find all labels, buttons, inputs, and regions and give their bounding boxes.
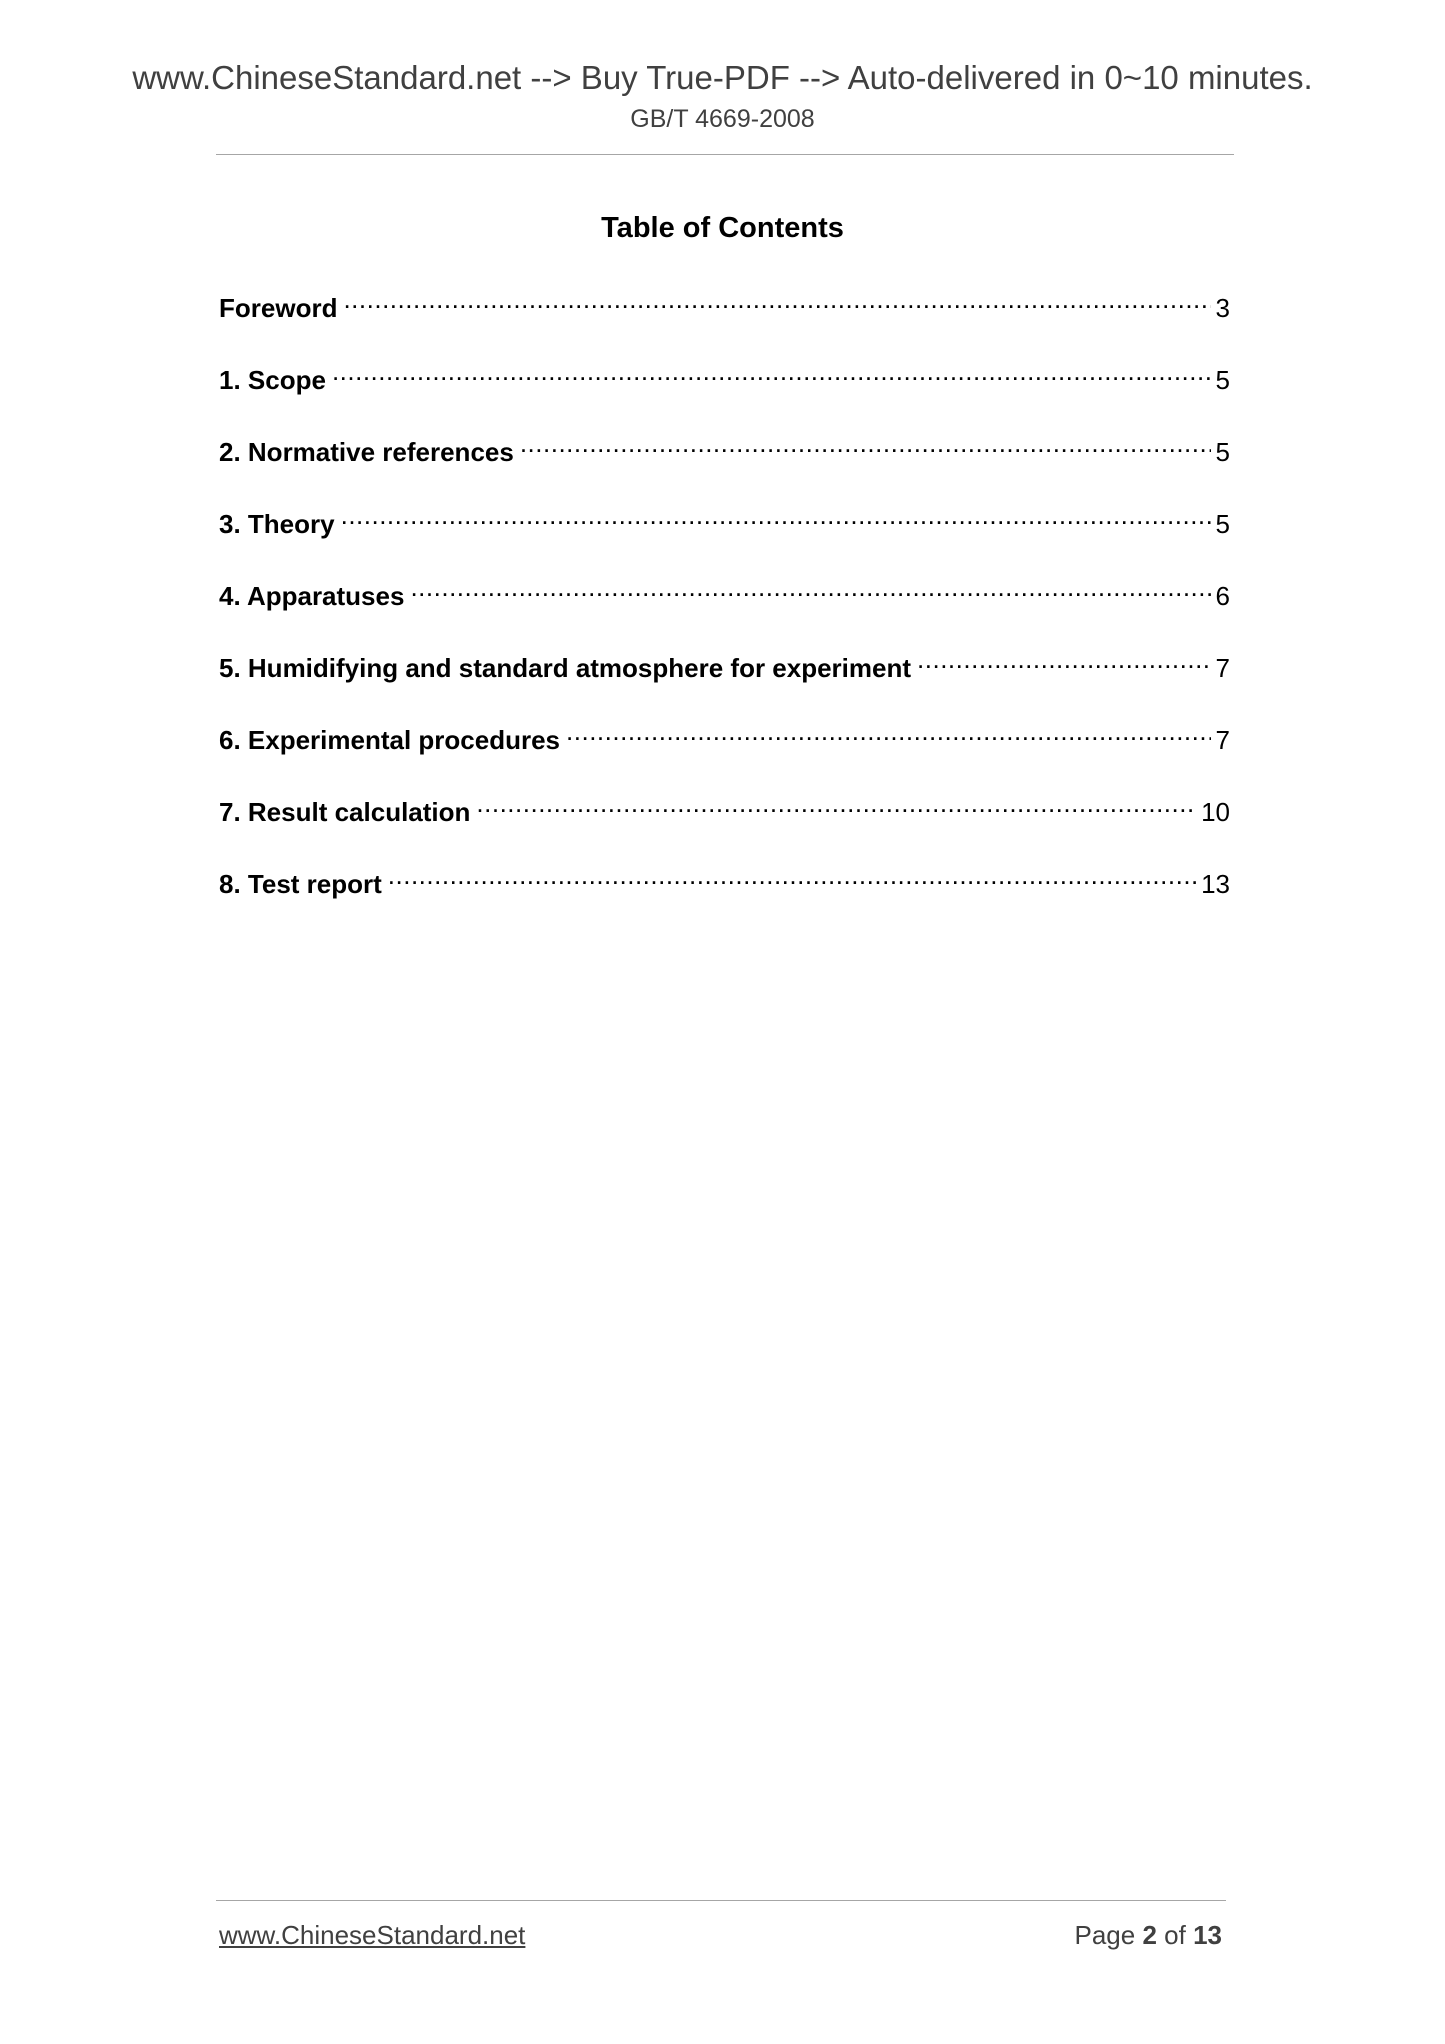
toc-entry-page: 6 xyxy=(1215,581,1230,611)
toc-entry-label: 4. Apparatuses xyxy=(219,581,405,611)
footer-divider xyxy=(216,1900,1226,1901)
toc-entry-page: 5 xyxy=(1215,437,1230,467)
toc-dot-leader xyxy=(917,641,1211,677)
page-prefix: Page xyxy=(1074,1920,1136,1950)
toc-entry-page: 5 xyxy=(1215,509,1230,539)
header-divider xyxy=(216,154,1234,155)
toc-entry-scope[interactable] xyxy=(219,353,1230,425)
toc-entry-label: 5. Humidifying and standard atmosphere for experiment xyxy=(219,653,912,683)
toc-entry-label: 2. Normative references xyxy=(219,437,514,467)
toc-entry-humidifying[interactable] xyxy=(219,641,1230,713)
page-title: Table of Contents xyxy=(601,212,844,244)
toc-entry-label: Foreword xyxy=(219,293,338,323)
page-of: of xyxy=(1164,1920,1186,1950)
toc-entry-page: 13 xyxy=(1201,869,1230,899)
toc-entry-page: 3 xyxy=(1215,293,1230,323)
toc-entry-theory[interactable] xyxy=(219,497,1230,569)
toc-list xyxy=(219,281,1230,929)
page-indicator xyxy=(1074,1919,1222,1951)
toc-entry-result-calculation[interactable] xyxy=(219,785,1230,857)
toc-dot-leader xyxy=(520,425,1211,461)
toc-entry-test-report[interactable] xyxy=(219,857,1230,929)
toc-entry-experimental-procedures[interactable] xyxy=(219,713,1230,785)
toc-dot-leader xyxy=(476,785,1196,821)
standard-number: GB/T 4669-2008 xyxy=(630,105,815,133)
footer-site-link[interactable]: www.ChineseStandard.net xyxy=(219,1920,526,1950)
toc-entry-label: 7. Result calculation xyxy=(219,797,471,827)
toc-dot-leader xyxy=(388,857,1196,893)
total-pages-number: 13 xyxy=(1193,1920,1222,1950)
toc-entry-label: 8. Test report xyxy=(219,869,382,899)
toc-entry-page: 10 xyxy=(1201,797,1230,827)
toc-entry-apparatuses[interactable] xyxy=(219,569,1230,641)
toc-dot-leader xyxy=(332,353,1211,389)
toc-dot-leader xyxy=(410,569,1210,605)
toc-entry-label: 6. Experimental procedures xyxy=(219,725,561,755)
toc-entry-normative-references[interactable] xyxy=(219,425,1230,497)
toc-dot-leader xyxy=(341,497,1211,533)
toc-entry-page: 7 xyxy=(1215,725,1230,755)
toc-dot-leader xyxy=(343,281,1210,317)
toc-entry-label: 3. Theory xyxy=(219,509,335,539)
toc-entry-label: 1. Scope xyxy=(219,365,326,395)
header-banner: www.ChineseStandard.net --> Buy True-PDF --> Auto-delivered in 0~10 minutes. xyxy=(132,59,1313,96)
toc-entry-page: 5 xyxy=(1215,365,1230,395)
current-page-number: 2 xyxy=(1142,1920,1157,1950)
toc-entry-foreword[interactable] xyxy=(219,281,1230,353)
toc-dot-leader xyxy=(566,713,1211,749)
toc-entry-page: 7 xyxy=(1215,653,1230,683)
